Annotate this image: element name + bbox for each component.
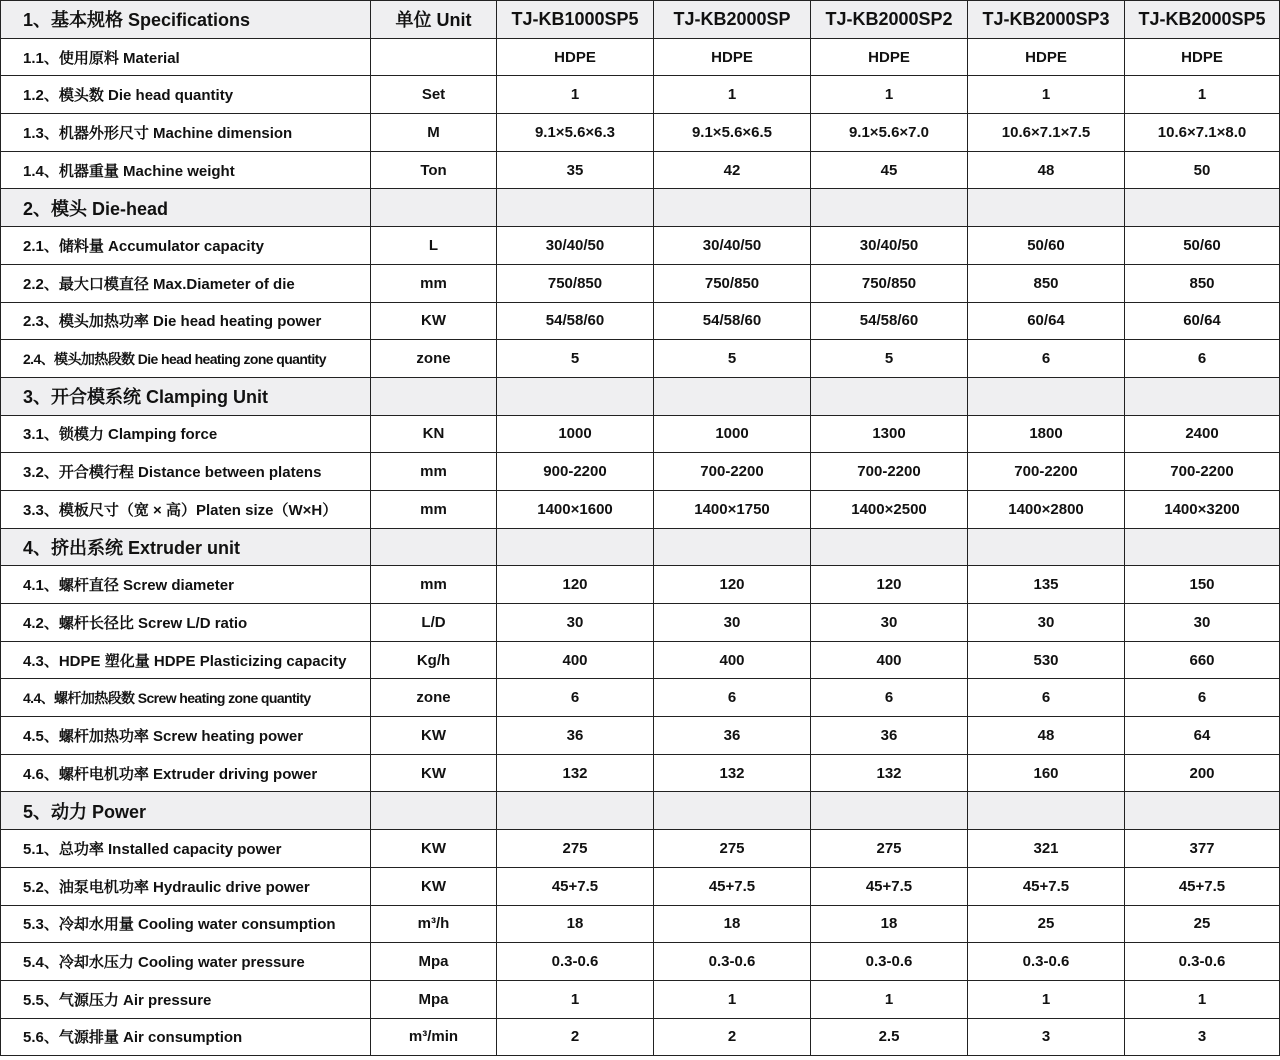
row-unit: zone bbox=[371, 340, 497, 378]
row-unit: mm bbox=[371, 453, 497, 491]
value-cell: 0.3-0.6 bbox=[1125, 943, 1280, 981]
table-row bbox=[1, 415, 1280, 453]
value-cell: 1 bbox=[968, 76, 1125, 114]
value-cell: 275 bbox=[811, 830, 968, 868]
row-unit: mm bbox=[371, 490, 497, 528]
empty-cell bbox=[968, 792, 1125, 830]
value-cell: 1000 bbox=[497, 415, 654, 453]
section-title: 4、挤出系统 Extruder unit bbox=[1, 528, 371, 566]
empty-cell bbox=[1125, 528, 1280, 566]
value-cell: 3 bbox=[968, 1018, 1125, 1056]
table-row bbox=[1, 490, 1280, 528]
value-cell: HDPE bbox=[1125, 38, 1280, 76]
value-cell: 275 bbox=[654, 830, 811, 868]
value-cell: 0.3-0.6 bbox=[968, 943, 1125, 981]
value-cell: 1 bbox=[1125, 980, 1280, 1018]
row-unit: KN bbox=[371, 415, 497, 453]
value-cell: 0.3-0.6 bbox=[497, 943, 654, 981]
table-row bbox=[1, 38, 1280, 76]
row-label: 1.2、模头数 Die head quantity bbox=[1, 76, 371, 114]
value-cell: 50/60 bbox=[968, 227, 1125, 265]
value-cell: 1 bbox=[497, 76, 654, 114]
value-cell: 30/40/50 bbox=[654, 227, 811, 265]
value-cell: 6 bbox=[968, 340, 1125, 378]
value-cell: 35 bbox=[497, 151, 654, 189]
value-cell: 36 bbox=[654, 717, 811, 755]
value-cell: 750/850 bbox=[654, 264, 811, 302]
row-unit: Mpa bbox=[371, 980, 497, 1018]
value-cell: 900-2200 bbox=[497, 453, 654, 491]
value-cell: 400 bbox=[811, 641, 968, 679]
table-row bbox=[1, 76, 1280, 114]
value-cell: 18 bbox=[654, 905, 811, 943]
value-cell: 850 bbox=[968, 264, 1125, 302]
value-cell: 850 bbox=[1125, 264, 1280, 302]
value-cell: 10.6×7.1×7.5 bbox=[968, 114, 1125, 152]
value-cell: 6 bbox=[654, 679, 811, 717]
row-label: 4.4、螺杆加热段数 Screw heating zone quantity bbox=[1, 679, 371, 717]
value-cell: 60/64 bbox=[968, 302, 1125, 340]
value-cell: 1300 bbox=[811, 415, 968, 453]
value-cell: 48 bbox=[968, 151, 1125, 189]
value-cell: 10.6×7.1×8.0 bbox=[1125, 114, 1280, 152]
value-cell: 54/58/60 bbox=[497, 302, 654, 340]
value-cell: 132 bbox=[654, 754, 811, 792]
table-row bbox=[1, 1018, 1280, 1056]
value-cell: 64 bbox=[1125, 717, 1280, 755]
value-cell: 6 bbox=[1125, 340, 1280, 378]
value-cell: 5 bbox=[654, 340, 811, 378]
value-cell: 45+7.5 bbox=[811, 867, 968, 905]
value-cell: 25 bbox=[1125, 905, 1280, 943]
value-cell: 1 bbox=[654, 980, 811, 1018]
value-cell: 377 bbox=[1125, 830, 1280, 868]
value-cell: 321 bbox=[968, 830, 1125, 868]
empty-cell bbox=[811, 792, 968, 830]
value-cell: 54/58/60 bbox=[811, 302, 968, 340]
value-cell: 275 bbox=[497, 830, 654, 868]
value-cell: 30 bbox=[654, 604, 811, 642]
value-cell: 45 bbox=[811, 151, 968, 189]
header-title: 1、基本规格 Specifications bbox=[1, 1, 371, 39]
value-cell: 6 bbox=[968, 679, 1125, 717]
table-row bbox=[1, 679, 1280, 717]
value-cell: 750/850 bbox=[811, 264, 968, 302]
value-cell: 700-2200 bbox=[654, 453, 811, 491]
table-row bbox=[1, 943, 1280, 981]
value-cell: 36 bbox=[811, 717, 968, 755]
section-title: 2、模头 Die-head bbox=[1, 189, 371, 227]
value-cell: 30/40/50 bbox=[497, 227, 654, 265]
empty-cell bbox=[811, 189, 968, 227]
value-cell: 5 bbox=[811, 340, 968, 378]
row-label: 2.4、模头加热段数 Die head heating zone quantity bbox=[1, 340, 371, 378]
value-cell: 18 bbox=[811, 905, 968, 943]
row-label: 5.3、冷却水用量 Cooling water consumption bbox=[1, 905, 371, 943]
empty-cell bbox=[654, 377, 811, 415]
value-cell: 30 bbox=[811, 604, 968, 642]
table-row bbox=[1, 604, 1280, 642]
empty-cell bbox=[968, 528, 1125, 566]
table-row bbox=[1, 114, 1280, 152]
row-label: 2.2、最大口模直径 Max.Diameter of die bbox=[1, 264, 371, 302]
empty-cell bbox=[497, 377, 654, 415]
empty-cell bbox=[371, 377, 497, 415]
value-cell: 700-2200 bbox=[1125, 453, 1280, 491]
value-cell: 6 bbox=[1125, 679, 1280, 717]
row-unit: KW bbox=[371, 717, 497, 755]
value-cell: HDPE bbox=[654, 38, 811, 76]
section-title: 5、动力 Power bbox=[1, 792, 371, 830]
row-label: 5.1、总功率 Installed capacity power bbox=[1, 830, 371, 868]
row-unit: Ton bbox=[371, 151, 497, 189]
value-cell: 660 bbox=[1125, 641, 1280, 679]
value-cell: 45+7.5 bbox=[968, 867, 1125, 905]
empty-cell bbox=[811, 377, 968, 415]
value-cell: 750/850 bbox=[497, 264, 654, 302]
empty-cell bbox=[1125, 189, 1280, 227]
value-cell: 3 bbox=[1125, 1018, 1280, 1056]
value-cell: 2 bbox=[654, 1018, 811, 1056]
value-cell: 0.3-0.6 bbox=[811, 943, 968, 981]
value-cell: 2400 bbox=[1125, 415, 1280, 453]
row-label: 3.2、开合模行程 Distance between platens bbox=[1, 453, 371, 491]
value-cell: 1 bbox=[811, 76, 968, 114]
table-row bbox=[1, 453, 1280, 491]
empty-cell bbox=[654, 189, 811, 227]
row-label: 1.4、机器重量 Machine weight bbox=[1, 151, 371, 189]
value-cell: 1000 bbox=[654, 415, 811, 453]
header-model: TJ-KB2000SP5 bbox=[1125, 1, 1280, 39]
value-cell: 6 bbox=[497, 679, 654, 717]
table-row bbox=[1, 566, 1280, 604]
value-cell: 45+7.5 bbox=[497, 867, 654, 905]
value-cell: HDPE bbox=[811, 38, 968, 76]
table-row bbox=[1, 980, 1280, 1018]
table-row bbox=[1, 227, 1280, 265]
row-label: 2.1、储料量 Accumulator capacity bbox=[1, 227, 371, 265]
row-unit bbox=[371, 38, 497, 76]
value-cell: 50/60 bbox=[1125, 227, 1280, 265]
row-label: 3.3、模板尺寸（宽 × 高）Platen size（W×H） bbox=[1, 490, 371, 528]
specifications-body bbox=[1, 1, 1280, 1056]
empty-cell bbox=[497, 189, 654, 227]
empty-cell bbox=[371, 189, 497, 227]
row-unit: KW bbox=[371, 302, 497, 340]
value-cell: HDPE bbox=[968, 38, 1125, 76]
empty-cell bbox=[1125, 792, 1280, 830]
table-header-row bbox=[1, 1, 1280, 39]
value-cell: 132 bbox=[811, 754, 968, 792]
row-unit: Set bbox=[371, 76, 497, 114]
value-cell: 36 bbox=[497, 717, 654, 755]
table-row bbox=[1, 302, 1280, 340]
value-cell: 1800 bbox=[968, 415, 1125, 453]
row-unit: mm bbox=[371, 566, 497, 604]
value-cell: 6 bbox=[811, 679, 968, 717]
row-unit: KW bbox=[371, 830, 497, 868]
row-unit: Mpa bbox=[371, 943, 497, 981]
row-label: 1.3、机器外形尺寸 Machine dimension bbox=[1, 114, 371, 152]
section-header-row bbox=[1, 189, 1280, 227]
value-cell: 1 bbox=[654, 76, 811, 114]
value-cell: 25 bbox=[968, 905, 1125, 943]
value-cell: 1 bbox=[1125, 76, 1280, 114]
header-model: TJ-KB1000SP5 bbox=[497, 1, 654, 39]
table-row bbox=[1, 151, 1280, 189]
row-unit: L bbox=[371, 227, 497, 265]
row-unit: mm bbox=[371, 264, 497, 302]
section-title: 3、开合模系统 Clamping Unit bbox=[1, 377, 371, 415]
row-unit: KW bbox=[371, 867, 497, 905]
value-cell: 30 bbox=[968, 604, 1125, 642]
value-cell: 30 bbox=[1125, 604, 1280, 642]
empty-cell bbox=[371, 528, 497, 566]
value-cell: 1400×1750 bbox=[654, 490, 811, 528]
header-unit: 单位 Unit bbox=[371, 1, 497, 39]
value-cell: 120 bbox=[811, 566, 968, 604]
value-cell: HDPE bbox=[497, 38, 654, 76]
table-row bbox=[1, 264, 1280, 302]
value-cell: 50 bbox=[1125, 151, 1280, 189]
header-model: TJ-KB2000SP bbox=[654, 1, 811, 39]
value-cell: 45+7.5 bbox=[654, 867, 811, 905]
table-row bbox=[1, 717, 1280, 755]
empty-cell bbox=[654, 792, 811, 830]
value-cell: 1400×2800 bbox=[968, 490, 1125, 528]
row-label: 4.1、螺杆直径 Screw diameter bbox=[1, 566, 371, 604]
row-label: 5.6、气源排量 Air consumption bbox=[1, 1018, 371, 1056]
value-cell: 60/64 bbox=[1125, 302, 1280, 340]
empty-cell bbox=[968, 189, 1125, 227]
table-row bbox=[1, 641, 1280, 679]
value-cell: 160 bbox=[968, 754, 1125, 792]
value-cell: 1 bbox=[968, 980, 1125, 1018]
row-unit: m³/h bbox=[371, 905, 497, 943]
empty-cell bbox=[497, 528, 654, 566]
section-header-row bbox=[1, 528, 1280, 566]
value-cell: 700-2200 bbox=[811, 453, 968, 491]
empty-cell bbox=[654, 528, 811, 566]
value-cell: 200 bbox=[1125, 754, 1280, 792]
empty-cell bbox=[1125, 377, 1280, 415]
value-cell: 1 bbox=[497, 980, 654, 1018]
empty-cell bbox=[968, 377, 1125, 415]
value-cell: 0.3-0.6 bbox=[654, 943, 811, 981]
row-unit: zone bbox=[371, 679, 497, 717]
row-label: 1.1、使用原料 Material bbox=[1, 38, 371, 76]
value-cell: 530 bbox=[968, 641, 1125, 679]
value-cell: 1400×1600 bbox=[497, 490, 654, 528]
row-unit: KW bbox=[371, 754, 497, 792]
empty-cell bbox=[811, 528, 968, 566]
value-cell: 30/40/50 bbox=[811, 227, 968, 265]
table-row bbox=[1, 867, 1280, 905]
value-cell: 400 bbox=[654, 641, 811, 679]
value-cell: 700-2200 bbox=[968, 453, 1125, 491]
value-cell: 54/58/60 bbox=[654, 302, 811, 340]
value-cell: 9.1×5.6×6.3 bbox=[497, 114, 654, 152]
row-label: 4.6、螺杆电机功率 Extruder driving power bbox=[1, 754, 371, 792]
value-cell: 132 bbox=[497, 754, 654, 792]
row-label: 4.3、HDPE 塑化量 HDPE Plasticizing capacity bbox=[1, 641, 371, 679]
header-model: TJ-KB2000SP3 bbox=[968, 1, 1125, 39]
value-cell: 2.5 bbox=[811, 1018, 968, 1056]
value-cell: 9.1×5.6×6.5 bbox=[654, 114, 811, 152]
row-label: 5.2、油泵电机功率 Hydraulic drive power bbox=[1, 867, 371, 905]
table-row bbox=[1, 340, 1280, 378]
value-cell: 42 bbox=[654, 151, 811, 189]
row-unit: L/D bbox=[371, 604, 497, 642]
empty-cell bbox=[497, 792, 654, 830]
value-cell: 45+7.5 bbox=[1125, 867, 1280, 905]
row-label: 4.5、螺杆加热功率 Screw heating power bbox=[1, 717, 371, 755]
header-model: TJ-KB2000SP2 bbox=[811, 1, 968, 39]
table-row bbox=[1, 754, 1280, 792]
row-label: 3.1、锁模力 Clamping force bbox=[1, 415, 371, 453]
row-unit: m³/min bbox=[371, 1018, 497, 1056]
value-cell: 120 bbox=[497, 566, 654, 604]
table-row bbox=[1, 905, 1280, 943]
row-label: 5.5、气源压力 Air pressure bbox=[1, 980, 371, 1018]
value-cell: 2 bbox=[497, 1018, 654, 1056]
value-cell: 30 bbox=[497, 604, 654, 642]
row-unit: Kg/h bbox=[371, 641, 497, 679]
value-cell: 150 bbox=[1125, 566, 1280, 604]
value-cell: 400 bbox=[497, 641, 654, 679]
value-cell: 5 bbox=[497, 340, 654, 378]
value-cell: 120 bbox=[654, 566, 811, 604]
value-cell: 18 bbox=[497, 905, 654, 943]
value-cell: 1 bbox=[811, 980, 968, 1018]
value-cell: 135 bbox=[968, 566, 1125, 604]
empty-cell bbox=[371, 792, 497, 830]
row-label: 2.3、模头加热功率 Die head heating power bbox=[1, 302, 371, 340]
row-label: 4.2、螺杆长径比 Screw L/D ratio bbox=[1, 604, 371, 642]
value-cell: 48 bbox=[968, 717, 1125, 755]
section-header-row bbox=[1, 377, 1280, 415]
row-unit: M bbox=[371, 114, 497, 152]
row-label: 5.4、冷却水压力 Cooling water pressure bbox=[1, 943, 371, 981]
value-cell: 1400×2500 bbox=[811, 490, 968, 528]
table-row bbox=[1, 830, 1280, 868]
section-header-row bbox=[1, 792, 1280, 830]
value-cell: 1400×3200 bbox=[1125, 490, 1280, 528]
value-cell: 9.1×5.6×7.0 bbox=[811, 114, 968, 152]
